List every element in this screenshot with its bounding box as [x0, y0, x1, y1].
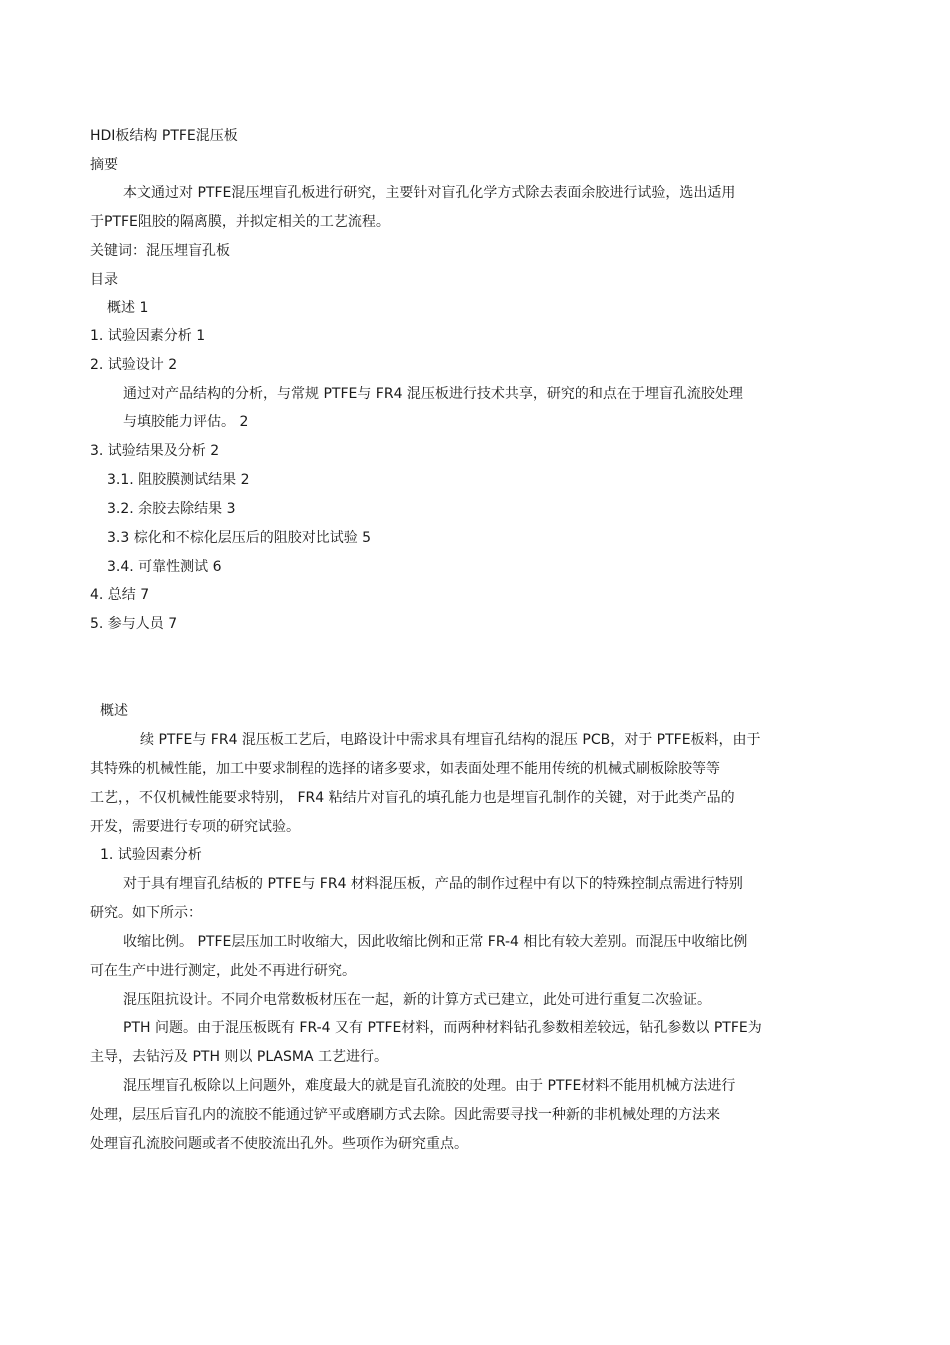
- toc-entry: 4. 总结 7: [90, 587, 150, 603]
- document-title: HDI板结构 PTFE混压板: [90, 128, 238, 144]
- section-paragraph-line: 混压阻抗设计。不同介电常数板材压在一起，新的计算方式已建立，此处可进行重复二次验证。: [123, 992, 711, 1008]
- abstract-heading: 摘要: [90, 157, 118, 173]
- section-heading: 1. 试验因素分析: [100, 847, 202, 863]
- section-paragraph-line: 收缩比例。 PTFE层压加工时收缩大，因此收缩比例和正常 FR-4 相比有较大差别。而混压中收缩比例: [123, 934, 748, 950]
- section-paragraph-line: 主导，去钻污及 PTH 则以 PLASMA 工艺进行。: [90, 1049, 389, 1065]
- overview-paragraph-line: 工艺，，不仅机械性能要求特别， FR4 粘结片对盲孔的填孔能力也是埋盲孔制作的关键，对于此类产品的: [90, 790, 735, 806]
- abstract-line: 于PTFE阻胶的隔离膜，并拟定相关的工艺流程。: [90, 214, 390, 230]
- toc-entry-description: 通过对产品结构的分析，与常规 PTFE与 FR4 混压板进行技术共享，研究的和点在于埋盲孔流胶处理: [123, 386, 743, 402]
- section-paragraph-line: PTH 问题。由于混压板既有 FR-4 又有 PTFE材料，而两种材料钻孔参数相差较远，钻孔参数以 PTFE为: [123, 1020, 762, 1036]
- section-paragraph-line: 处理盲孔流胶问题或者不使胶流出孔外。些项作为研究重点。: [90, 1136, 468, 1152]
- overview-paragraph-line: 开发，需要进行专项的研究试验。: [90, 819, 300, 835]
- section-paragraph-line: 混压埋盲孔板除以上问题外，难度最大的就是盲孔流胶的处理。由于 PTFE材料不能用机械方法进行: [123, 1078, 736, 1094]
- toc-entry: 概述 1: [107, 300, 149, 316]
- toc-entry-description: 与填胶能力评估。 2: [123, 414, 249, 430]
- overview-heading: 概述: [100, 703, 128, 719]
- keywords: 关键词：混压埋盲孔板: [90, 243, 230, 259]
- toc-entry: 5. 参与人员 7: [90, 616, 178, 632]
- toc-entry: 3.3 棕化和不棕化层压后的阻胶对比试验 5: [107, 530, 372, 546]
- toc-entry: 1. 试验因素分析 1: [90, 328, 206, 344]
- overview-paragraph-line: 其特殊的机械性能，加工中要求制程的选择的诸多要求，如表面处理不能用传统的机械式刷板除胶等等: [90, 761, 720, 777]
- section-paragraph-line: 可在生产中进行测定，此处不再进行研究。: [90, 963, 356, 979]
- toc-entry: 3.4. 可靠性测试 6: [107, 559, 222, 575]
- toc-heading: 目录: [90, 272, 118, 288]
- toc-entry: 3.1. 阻胶膜测试结果 2: [107, 472, 250, 488]
- section-paragraph-line: 处理，层压后盲孔内的流胶不能通过铲平或磨刷方式去除。因此需要寻找一种新的非机械处理的方法来: [90, 1107, 720, 1123]
- toc-entry: 3.2. 余胶去除结果 3: [107, 501, 236, 517]
- abstract-line: 本文通过对 PTFE混压埋盲孔板进行研究，主要针对盲孔化学方式除去表面余胶进行试验，选出适用: [123, 185, 736, 201]
- overview-paragraph-line: 续 PTFE与 FR4 混压板工艺后，电路设计中需求具有埋盲孔结构的混压 PCB，对于 PTFE板料，由于: [140, 732, 761, 748]
- toc-entry: 2. 试验设计 2: [90, 357, 178, 373]
- section-paragraph-line: 对于具有埋盲孔结板的 PTFE与 FR4 材料混压板，产品的制作过程中有以下的特殊控制点需进行特别: [123, 876, 743, 892]
- section-paragraph-line: 研究。如下所示：: [90, 905, 202, 921]
- toc-entry: 3. 试验结果及分析 2: [90, 443, 220, 459]
